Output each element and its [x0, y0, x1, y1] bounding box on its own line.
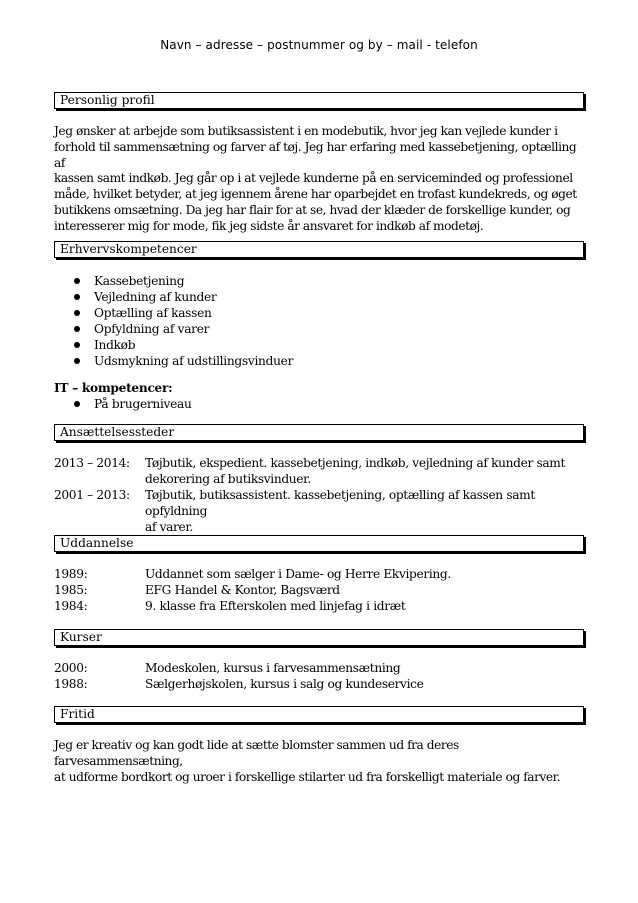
bullet-icon: [74, 278, 80, 284]
bullet-icon: [74, 326, 80, 332]
education-row: [54, 599, 584, 615]
it-competence-label: På brugerniveau: [94, 397, 192, 412]
bullet-icon: [74, 310, 80, 316]
contact-header: Navn – adresse – postnummer og by – mail - telefon: [160, 38, 478, 52]
it-competence-list: [54, 396, 584, 412]
profile-line: interesserer mig for mode, fik jeg sidste år ansvaret for indkøb af modetøj.: [54, 218, 484, 233]
competence-label: Kassebetjening: [94, 273, 185, 288]
leisure-text: [54, 738, 584, 785]
section-header-education: Uddannelse: [54, 535, 584, 552]
education-desc: 9. klasse fra Efterskolen med linjefag i idræt: [145, 598, 406, 613]
section-header-leisure: Fritid: [54, 706, 584, 723]
profile-line: Jeg ønsker at arbejde som butiksassistent i en modebutik, hvor jeg kan vejlede kunder i: [54, 124, 558, 138]
section-header-competences: Erhvervskompetencer: [54, 241, 584, 258]
education-date: 1989:: [54, 567, 88, 582]
course-date: 2000:: [54, 660, 88, 675]
employment-desc: [145, 456, 584, 488]
bullet-icon: [74, 294, 80, 300]
employment-desc: [145, 488, 584, 535]
education-date: 1984:: [54, 598, 88, 613]
course-desc: Sælgerhøjskolen, kursus i salg og kundeservice: [145, 676, 424, 691]
course-date: 1988:: [54, 676, 88, 691]
competence-label: Vejledning af kunder: [94, 289, 217, 304]
profile-line: butikkens omsætning. Da jeg har flair for at se, hvad der klæder de forskellige kunder, og: [54, 202, 571, 217]
course-row: [54, 661, 584, 677]
employment-desc-line: dekorering af butiksvinduer.: [145, 472, 311, 487]
employment-row: [54, 488, 584, 535]
profile-text: [54, 124, 584, 235]
list-item: [54, 305, 584, 321]
list-item: [54, 337, 584, 353]
competence-label: Indkøb: [94, 337, 136, 352]
education-row: [54, 583, 584, 599]
it-competences-title: IT – kompetencer:: [54, 380, 173, 395]
competence-list: [54, 273, 584, 369]
education-desc: EFG Handel & Kontor, Bagsværd: [145, 583, 340, 598]
bullet-icon: [74, 401, 80, 407]
section-header-employment: Ansættelsessteder: [54, 424, 584, 441]
course-desc: Modeskolen, kursus i farvesammensætning: [145, 660, 401, 675]
competence-label: Optælling af kassen: [94, 305, 212, 320]
list-item: [54, 273, 584, 289]
education-date: 1985:: [54, 583, 88, 598]
section-header-courses: Kurser: [54, 629, 584, 646]
employment-desc-line: af varer.: [145, 519, 194, 534]
profile-line: måde, hvilket betyder, at jeg igennem årene har oparbejdet en trofast kundekreds, og øget: [54, 187, 577, 202]
education-desc: Uddannet som sælger i Dame- og Herre Ekvipering.: [145, 567, 451, 582]
employment-date: 2013 – 2014:: [54, 456, 130, 471]
competence-label: Opfyldning af varer: [94, 321, 210, 336]
employment-desc-line: Tøjbutik, butiksassistent. kassebetjening, optælling af kassen samt opfyldning: [145, 487, 535, 518]
profile-line: kassen samt indkøb. Jeg går op i at vejlede kunderne på en serviceminded og professionel: [54, 171, 573, 186]
leisure-line: at udforme bordkort og uroer i forskellige stilarter ud fra forskelligt materiale og farver.: [54, 769, 561, 784]
list-item: [54, 396, 584, 412]
list-item: [54, 289, 584, 305]
employment-row: [54, 456, 584, 488]
bullet-icon: [74, 358, 80, 364]
cv-content: [54, 92, 584, 786]
list-item: [54, 353, 584, 369]
course-row: [54, 677, 584, 693]
section-header-profile: Personlig profil: [54, 92, 584, 109]
employment-date: 2001 – 2013:: [54, 487, 130, 502]
bullet-icon: [74, 342, 80, 348]
employment-desc-line: Tøjbutik, ekspedient. kassebetjening, indkøb, vejledning af kunder samt: [145, 456, 566, 471]
list-item: [54, 321, 584, 337]
education-row: [54, 567, 584, 583]
competence-label: Udsmykning af udstillingsvinduer: [94, 353, 294, 368]
leisure-line: Jeg er kreativ og kan godt lide at sætte blomster sammen ud fra deres farvesammensætning,: [54, 738, 459, 769]
profile-line: forhold til sammensætning og farver af tøj. Jeg har erfaring med kassebetjening, optælling af: [54, 139, 577, 170]
